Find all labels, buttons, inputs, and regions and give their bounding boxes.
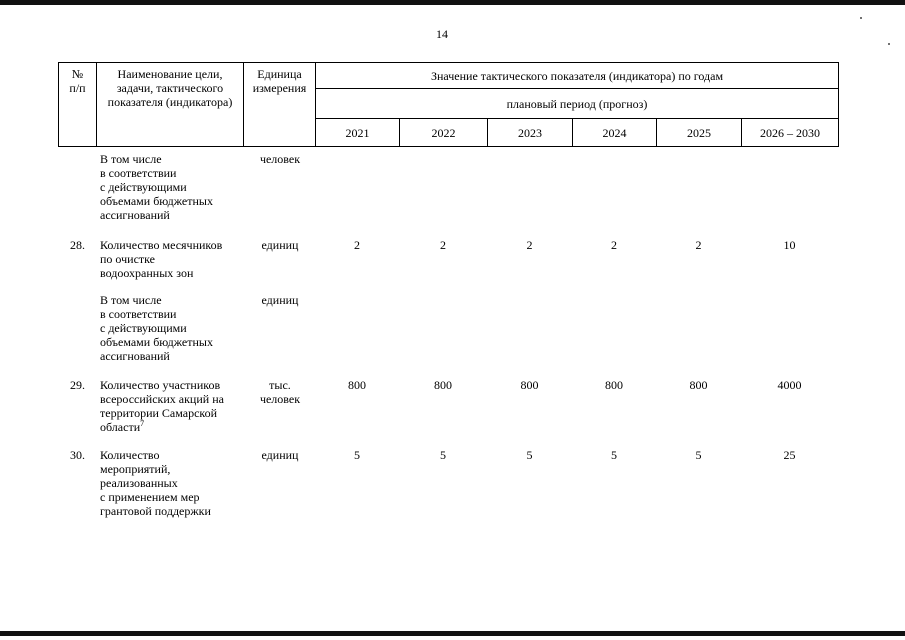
header-num-line: п/п [69, 81, 86, 95]
header-unit-line: измерения [252, 81, 307, 95]
unit-line: человек [259, 152, 301, 166]
name-line: объемами бюджетных [100, 194, 213, 208]
value-2025: 800 [689, 378, 708, 392]
name-line: по очистке [100, 252, 155, 266]
header-num-line: № [71, 67, 84, 81]
row-indicator-name [100, 238, 248, 280]
value-2023: 5 [526, 448, 533, 462]
name-line [100, 420, 248, 434]
value-2023: 2 [526, 238, 533, 252]
header-name-line: задачи, тактического [116, 81, 224, 95]
name-line: водоохранных зон [100, 266, 194, 280]
value-2022: 2 [440, 238, 446, 252]
value-2024: 5 [611, 448, 617, 462]
value-2026-2030: 4000 [777, 378, 802, 392]
value-2024: 800 [605, 378, 623, 392]
header-year: 2023 [488, 119, 573, 147]
name-line: ассигнований [100, 208, 170, 222]
header-name-cell [97, 63, 244, 147]
header-name-line: Наименование цели, [117, 67, 223, 81]
header-period-label: плановый период (прогноз) [316, 89, 839, 119]
name-line-text: области [100, 420, 141, 434]
footnote-marker: 7 [140, 419, 145, 428]
unit-line: единиц [261, 238, 299, 252]
header-num-cell [59, 63, 97, 147]
header-year: 2021 [316, 119, 400, 147]
name-line: всероссийских акций на [100, 392, 224, 406]
scan-top-edge [0, 0, 905, 5]
row-number: 29. [70, 378, 85, 392]
value-2023: 800 [520, 378, 539, 392]
scan-speck [888, 43, 890, 45]
row-indicator-name [100, 378, 248, 434]
row-indicator-name [100, 293, 248, 363]
value-2021: 2 [354, 238, 360, 252]
scan-speck [860, 17, 862, 19]
row-unit [248, 238, 312, 252]
name-line: мероприятий, [100, 462, 171, 476]
row-indicator-name [100, 152, 248, 222]
unit-line: единиц [261, 293, 299, 307]
row-unit [248, 448, 312, 462]
value-2025: 2 [695, 238, 702, 252]
value-2022: 5 [440, 448, 446, 462]
name-line: Количество месячников [100, 238, 223, 252]
name-line: реализованных [100, 476, 178, 490]
name-line: объемами бюджетных [100, 335, 213, 349]
row-number: 30. [70, 448, 85, 462]
header-name-line: показателя (индикатора) [107, 95, 233, 109]
value-2025: 5 [695, 448, 702, 462]
header-year: 2022 [400, 119, 488, 147]
name-line: Количество [100, 448, 160, 462]
name-line: В том числе [100, 293, 162, 307]
unit-line: человек [259, 392, 301, 406]
unit-line: единиц [261, 448, 299, 462]
name-line: в соответствии [100, 166, 177, 180]
row-unit [248, 152, 312, 166]
indicator-table-header [58, 62, 839, 147]
header-value-title: Значение тактического показателя (индикатора) по годам [316, 63, 839, 89]
value-2026-2030: 25 [783, 448, 796, 462]
name-line: с действующими [100, 180, 187, 194]
header-unit-line: Единица [257, 67, 302, 81]
value-2026-2030: 10 [783, 238, 796, 252]
name-line: в соответствии [100, 307, 177, 321]
page-number: 14 [436, 27, 448, 41]
name-line: территории Самарской [100, 406, 218, 420]
header-year: 2025 [657, 119, 742, 147]
row-number: 28. [70, 238, 85, 252]
row-unit [248, 378, 312, 406]
name-line: В том числе [100, 152, 162, 166]
value-2022: 800 [434, 378, 452, 392]
unit-line: тыс. [269, 378, 291, 392]
row-unit [248, 293, 312, 307]
value-2021: 800 [348, 378, 366, 392]
name-line: с действующими [100, 321, 187, 335]
name-line: с применением мер [100, 490, 200, 504]
value-2024: 2 [611, 238, 617, 252]
header-year: 2026 – 2030 [742, 119, 839, 147]
name-line: ассигнований [100, 349, 170, 363]
header-year: 2024 [573, 119, 657, 147]
scan-bottom-edge [0, 631, 905, 636]
name-line: Количество участников [100, 378, 221, 392]
header-unit-cell [244, 63, 316, 147]
value-2021: 5 [354, 448, 360, 462]
name-line: грантовой поддержки [100, 504, 211, 518]
row-indicator-name [100, 448, 248, 518]
